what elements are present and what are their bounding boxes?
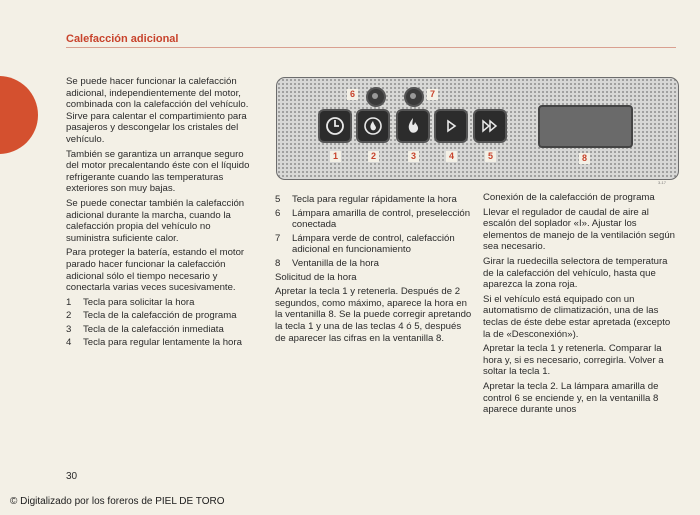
list-number: 6 bbox=[275, 207, 281, 219]
paragraph: Para proteger la batería, estando el motor parado hacer funcionar la calefacción adicional sólo el tiempo necesario y conectarla varias veces sucesivamente. bbox=[66, 247, 245, 294]
paragraph: Se puede conectar también la calefacción adicional durante la marcha, cuando la calefacción propia del vehículo no suministra suficiente calor. bbox=[66, 197, 245, 244]
list-item bbox=[275, 258, 473, 270]
program-heat-button[interactable] bbox=[356, 109, 390, 143]
right-column bbox=[483, 192, 678, 419]
callout-5: 5 bbox=[485, 151, 496, 162]
callout-3: 3 bbox=[408, 151, 419, 162]
green-control-lamp bbox=[404, 87, 424, 107]
list-number: 2 bbox=[66, 310, 72, 322]
section-heading: Solicitud de la hora bbox=[275, 271, 357, 283]
list-item bbox=[275, 233, 473, 256]
list-text: Tecla para regular lentamente la hora bbox=[83, 337, 242, 349]
callout-4: 4 bbox=[446, 151, 457, 162]
callout-2: 2 bbox=[368, 151, 379, 162]
list-item bbox=[275, 208, 473, 231]
list-number: 5 bbox=[275, 194, 281, 205]
list-item bbox=[66, 297, 256, 309]
fast-forward-icon bbox=[479, 115, 501, 137]
list-item bbox=[66, 310, 256, 322]
clock-button[interactable] bbox=[318, 109, 352, 143]
paragraph: Apretar la tecla 1 y retenerla. Después de 2 segundos, como máximo, aparece la hora en la ventanilla 8. Se la puede corregir apretando la tecla 1 y una de las teclas 4 ó 5, después de aparecer las cifras en la ventanilla 8. bbox=[275, 286, 472, 344]
legend-list bbox=[275, 194, 473, 270]
list-text: Lámpara amarilla de control, preselección conectada bbox=[292, 207, 471, 231]
legend-list bbox=[66, 297, 256, 349]
list-number: 4 bbox=[66, 337, 72, 349]
paragraph: Apretar la tecla 1 y retenerla. Comparar la hora y, si es necesario, corregirla. Volver a soltar la tecla 1. bbox=[483, 343, 664, 378]
list-text: Tecla de la calefacción inmediata bbox=[83, 323, 224, 335]
paragraph: Apretar la tecla 2. La lámpara amarilla de control 6 se enciende y, en la ventanilla 8 aparece durante unos bbox=[483, 380, 659, 416]
paragraph: Se puede hacer funcionar la calefacción adicional, independientemente del motor, combinada con la calefacción del vehículo. Sirve para calentar el compartimiento para pasajeros y descongelar los cristales del vehículo. bbox=[66, 76, 249, 145]
list-item bbox=[66, 337, 256, 349]
left-column bbox=[66, 76, 256, 351]
clock-icon bbox=[324, 115, 346, 137]
section-heading: Conexión de la calefacción de programa bbox=[483, 192, 655, 203]
list-number: 8 bbox=[275, 257, 281, 269]
page-number: 30 bbox=[66, 471, 78, 482]
scan-credit: © Digitalizado por los foreros de PIEL DE TORO bbox=[10, 496, 225, 507]
paragraph: Girar la ruedecilla selectora de temperatura de la calefacción del vehículo, hasta que aparezca la zona roja. bbox=[483, 255, 668, 291]
play-icon bbox=[440, 115, 462, 137]
page-title: Calefacción adicional bbox=[66, 33, 179, 45]
callout-8: 8 bbox=[579, 153, 590, 164]
list-number: 7 bbox=[275, 232, 281, 244]
fast-time-button[interactable] bbox=[473, 109, 507, 143]
header-divider bbox=[66, 47, 676, 48]
list-item bbox=[66, 324, 256, 336]
program-heat-icon bbox=[362, 115, 384, 137]
callout-7: 7 bbox=[427, 89, 438, 100]
slow-time-button[interactable] bbox=[434, 109, 468, 143]
paragraph: Si el vehículo está equipado con un automatismo de climatización, una de las teclas de éste debe estar apretada (excepto la de «Desconexión»). bbox=[483, 293, 671, 340]
yellow-control-lamp bbox=[366, 87, 386, 107]
time-display-window bbox=[538, 105, 633, 148]
list-text: Tecla para solicitar la hora bbox=[83, 296, 195, 308]
flame-icon bbox=[402, 115, 424, 137]
figure-code: 3-17 bbox=[658, 180, 667, 185]
list-number: 1 bbox=[66, 296, 72, 308]
list-text: Ventanilla de la hora bbox=[292, 257, 379, 269]
callout-6: 6 bbox=[347, 89, 358, 100]
list-text: Tecla de la calefacción de programa bbox=[83, 310, 237, 322]
middle-column bbox=[275, 192, 473, 347]
callout-1: 1 bbox=[330, 151, 341, 162]
instant-heat-button[interactable] bbox=[396, 109, 430, 143]
list-item bbox=[275, 194, 473, 206]
list-text: Tecla para regular rápidamente la hora bbox=[292, 194, 457, 205]
list-text: Lámpara verde de control, calefacción adicional en funcionamiento bbox=[292, 232, 455, 256]
thumb-tab-marker bbox=[0, 76, 38, 154]
paragraph: Llevar el regulador de caudal de aire al escalón del soplador «I». Ajustar los elementos de manejo de la ventilación según sea necesario. bbox=[483, 206, 676, 253]
paragraph: También se garantiza un arranque seguro del motor precalentando éste con el líquido refrigerante cuando las temperaturas exteriores son muy bajas. bbox=[66, 148, 250, 195]
list-number: 3 bbox=[66, 323, 72, 335]
